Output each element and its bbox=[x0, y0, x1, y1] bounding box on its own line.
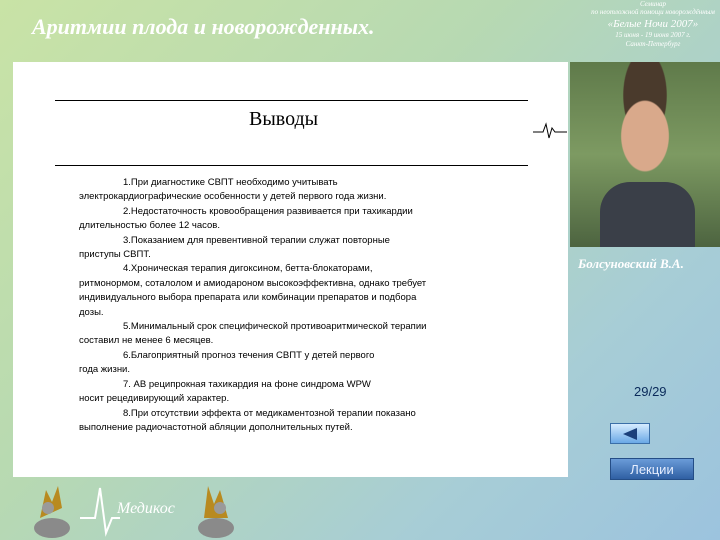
event-name: «Белые Ночи 2007» bbox=[607, 18, 699, 30]
slide-title: Выводы bbox=[249, 108, 319, 130]
conclusion-line: 3.Показанием для превентивной терапии служат повторные bbox=[123, 234, 390, 246]
triangle-left-icon bbox=[622, 428, 638, 440]
conclusions-list bbox=[79, 176, 499, 435]
conclusion-line: 8.При отсутствии эффекта от медикаментозной терапии показано bbox=[123, 407, 416, 419]
conclusion-line: 6.Благоприятный прогноз течения СВПТ у детей первого bbox=[123, 349, 375, 361]
conclusion-line: индивидуального выбора препарата или комбинации препаратов и подбора bbox=[79, 292, 417, 304]
medikos-logo: Медикос bbox=[117, 500, 175, 517]
conclusion-line: 2.Недостаточность кровообращения развивается при тахикардии bbox=[123, 205, 413, 217]
conclusion-line: ритмонормом, соталолом и амиодароном высокоэффективна, однако требует bbox=[79, 277, 427, 289]
author-photo bbox=[570, 62, 720, 247]
griffin-statue-right-icon bbox=[198, 486, 234, 538]
conclusion-line: года жизни. bbox=[79, 364, 131, 376]
back-button[interactable] bbox=[610, 423, 650, 444]
divider bbox=[55, 100, 528, 101]
author-name: Болсуновский В.А. bbox=[578, 256, 684, 271]
conclusion-line: выполнение радиочастотной абляции дополнительных путей. bbox=[79, 421, 353, 433]
author-photo-suit bbox=[600, 182, 695, 247]
event-line-1: Семинар bbox=[639, 0, 667, 8]
conclusion-line: носит рецедивирующий характер. bbox=[79, 393, 230, 405]
event-city: Санкт-Петербург bbox=[625, 40, 681, 48]
event-line-2: по неотложной помощи новорождённым bbox=[591, 8, 715, 16]
conclusion-line: 5.Минимальный срок специфической противоаритмической терапии bbox=[123, 321, 427, 333]
page-number: 29/29 bbox=[634, 384, 667, 399]
conclusion-line: 1.При диагностике СВПТ необходимо учитывать bbox=[123, 177, 338, 188]
conclusion-line: длительностью более 12 часов. bbox=[79, 220, 220, 232]
conclusion-line: 7. АВ реципрокная тахикардия на фоне синдрома WPW bbox=[123, 378, 371, 390]
event-dates: 15 июня - 19 июня 2007 г. bbox=[615, 31, 691, 39]
logo-swoosh-icon bbox=[80, 488, 120, 533]
conclusion-line: дозы. bbox=[79, 306, 104, 318]
lectures-button[interactable]: Лекции bbox=[610, 458, 694, 480]
conclusion-line: электрокардиографические особенности у детей первого года жизни. bbox=[79, 191, 387, 203]
conclusion-line: 4.Хроническая терапия дигоксином, бетта-блокаторами, bbox=[123, 263, 373, 275]
slide-content bbox=[13, 62, 568, 477]
conclusion-line: составил не менее 6 месяцев. bbox=[79, 335, 214, 347]
conclusion-line: приступы СВПТ. bbox=[79, 249, 151, 261]
event-info bbox=[586, 0, 720, 66]
presentation-title: Аритмии плода и новорожденных. bbox=[32, 14, 375, 39]
griffin-statue-left-icon bbox=[34, 486, 70, 538]
divider bbox=[55, 165, 528, 166]
ecg-icon bbox=[533, 120, 567, 140]
